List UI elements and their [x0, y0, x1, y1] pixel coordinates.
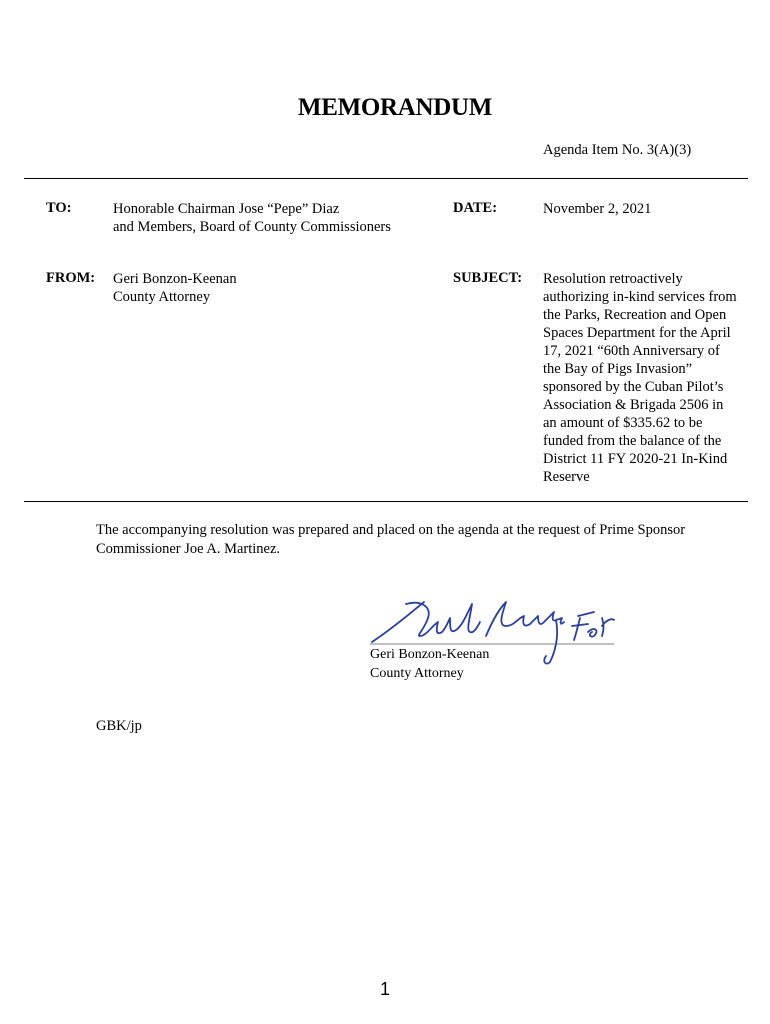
subject-line: the Bay of Pigs Invasion”	[543, 361, 693, 377]
to-value	[113, 200, 391, 236]
date-value: November 2, 2021	[543, 201, 652, 217]
from-line: Geri Bonzon-Keenan	[113, 271, 237, 287]
subject-line: Association & Brigada 2506 in	[543, 397, 724, 413]
header-divider	[24, 178, 748, 179]
from-value	[113, 270, 237, 306]
subject-line: the Parks, Recreation and Open	[543, 307, 727, 323]
body-line: Commissioner Joe A. Martinez.	[96, 541, 281, 557]
from-label: FROM:	[46, 270, 96, 286]
subject-line: authorizing in-kind services from	[543, 289, 737, 305]
subject-line: sponsored by the Cuban Pilot’s	[543, 379, 724, 395]
subject-line: funded from the balance of the	[543, 433, 722, 449]
from-line: County Attorney	[113, 289, 211, 305]
page-title: MEMORANDUM	[297, 94, 493, 121]
subject-line: an amount of $335.62 to be	[543, 415, 703, 431]
to-label: TO:	[46, 200, 72, 216]
subject-line: Resolution retroactively	[543, 271, 683, 287]
subject-line: Spaces Department for the April	[543, 325, 731, 341]
to-line: Honorable Chairman Jose “Pepe” Diaz	[113, 201, 340, 217]
subject-line: Reserve	[543, 469, 590, 485]
body-line: The accompanying resolution was prepared and placed on the agenda at the request of Prime Sponsor	[96, 522, 686, 538]
to-line: and Members, Board of County Commissioners	[113, 219, 391, 235]
date-label: DATE:	[453, 200, 498, 216]
memo-body	[96, 521, 685, 559]
subject-line: 17, 2021 “60th Anniversary of	[543, 343, 720, 359]
typist-initials: GBK/jp	[96, 718, 142, 734]
agenda-item: Agenda Item No. 3(A)(3)	[543, 142, 692, 158]
subject-value	[543, 270, 737, 486]
subject-label: SUBJECT:	[453, 270, 523, 286]
signature-block	[370, 645, 489, 683]
page-number: 1	[379, 979, 390, 999]
body-divider	[24, 501, 748, 502]
subject-line: District 11 FY 2020-21 In-Kind	[543, 451, 728, 467]
signatory-title: County Attorney	[370, 666, 464, 681]
signatory-name: Geri Bonzon-Keenan	[370, 647, 490, 662]
